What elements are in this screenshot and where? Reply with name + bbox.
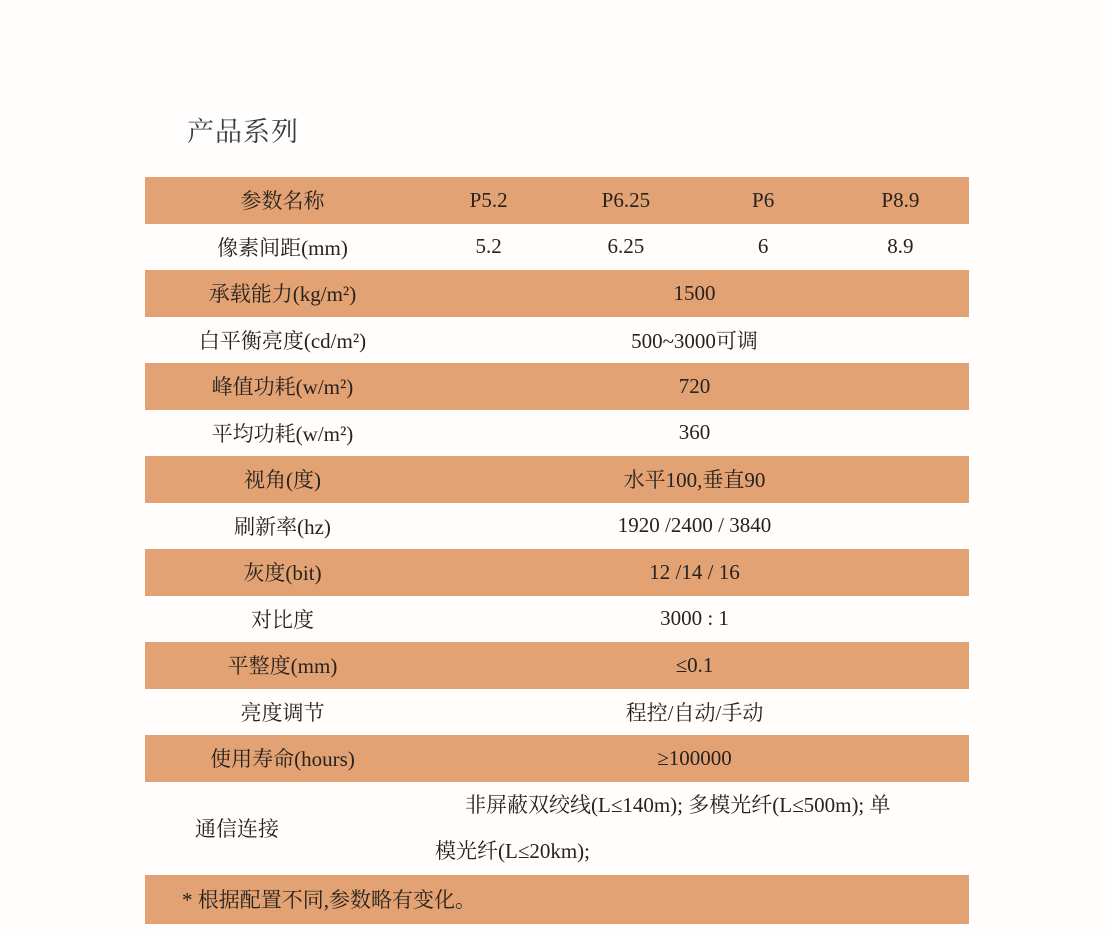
row-value: 3000 : 1 bbox=[660, 606, 729, 631]
row-label: 平整度(mm) bbox=[227, 654, 338, 679]
header-col-p8-9: P8.9 bbox=[881, 187, 920, 212]
row-value: 6.25 bbox=[607, 234, 645, 259]
row-label: 刷新率(hz) bbox=[234, 514, 331, 539]
row-value: 1920 /2400 / 3840 bbox=[617, 513, 772, 538]
row-value: 1500 bbox=[673, 280, 716, 305]
footnote-text: * 根据配置不同,参数略有变化。 bbox=[182, 888, 476, 912]
row-value: 5.2 bbox=[475, 234, 502, 259]
row-value: 720 bbox=[678, 373, 711, 398]
table-row-lifespan bbox=[145, 735, 969, 782]
row-label: 峰值功耗(w/m²) bbox=[211, 375, 354, 400]
row-label: 灰度(bit) bbox=[243, 561, 322, 586]
row-value: 6 bbox=[757, 234, 769, 259]
table-row-communication bbox=[145, 782, 969, 875]
table-row-grayscale bbox=[145, 549, 969, 596]
row-label: 亮度调节 bbox=[240, 700, 325, 725]
row-label: 白平衡亮度(cd/m²) bbox=[198, 328, 367, 353]
header-col-p6: P6 bbox=[752, 187, 775, 212]
table-row-average-power bbox=[145, 410, 969, 457]
row-label: 像素间距(mm) bbox=[217, 235, 348, 260]
row-value: ≥100000 bbox=[657, 745, 732, 770]
row-value: 水平100,垂直90 bbox=[623, 468, 766, 493]
table-row-refresh-rate bbox=[145, 503, 969, 550]
table-row-white-balance-brightness bbox=[145, 317, 969, 364]
table-header-row bbox=[145, 177, 969, 224]
table-footnote-row bbox=[145, 875, 969, 924]
table-row-contrast-ratio bbox=[145, 596, 969, 643]
table-row-load-capacity bbox=[145, 270, 969, 317]
table-row-viewing-angle bbox=[145, 456, 969, 503]
table-row-pixel-pitch bbox=[145, 224, 969, 271]
row-label: 承载能力(kg/m²) bbox=[208, 282, 357, 307]
row-value: 12 /14 / 16 bbox=[649, 559, 740, 584]
row-value: 360 bbox=[678, 420, 711, 445]
row-label: 视角(度) bbox=[244, 468, 321, 493]
table-row-brightness-adjustment bbox=[145, 689, 969, 736]
row-value: ≤0.1 bbox=[675, 652, 714, 677]
row-value: 8.9 bbox=[887, 234, 914, 259]
comm-value-line-1: 非屏蔽双绞线(L≤140m); 多模光纤(L≤500m); 单 bbox=[465, 793, 891, 817]
spec-table bbox=[145, 177, 969, 924]
comm-value-line-2: 模光纤(L≤20km); bbox=[435, 839, 591, 863]
table-row-peak-power bbox=[145, 363, 969, 410]
header-col-p5-2: P5.2 bbox=[469, 187, 508, 212]
row-value bbox=[420, 782, 969, 874]
row-value: 500~3000可调 bbox=[631, 328, 758, 353]
row-label: 使用寿命(hours) bbox=[210, 747, 355, 772]
table-row-flatness bbox=[145, 642, 969, 689]
header-col-p6-25: P6.25 bbox=[601, 187, 651, 212]
header-param-name: 参数名称 bbox=[240, 189, 325, 214]
row-value: 程控/自动/手动 bbox=[625, 700, 764, 725]
row-label: 平均功耗(w/m²) bbox=[211, 421, 354, 446]
page-title: 产品系列 bbox=[187, 117, 299, 147]
row-label: 通信连接 bbox=[195, 817, 279, 841]
row-label: 对比度 bbox=[251, 607, 314, 632]
